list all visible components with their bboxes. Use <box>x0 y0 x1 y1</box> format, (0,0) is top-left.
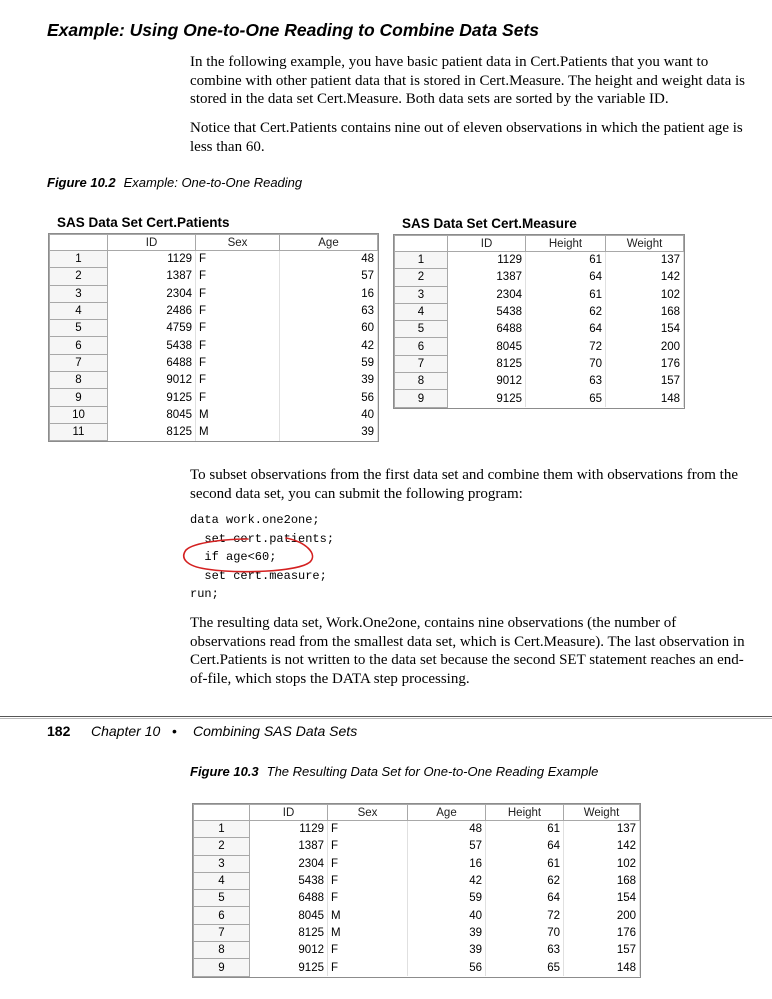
table-cell: 9012 <box>250 942 328 959</box>
table-row[interactable] <box>194 924 640 941</box>
table-cell: 148 <box>564 959 640 976</box>
row-number-cell: 4 <box>50 302 108 319</box>
table-cell: 40 <box>408 907 486 924</box>
table-cell: 60 <box>280 320 378 337</box>
table-row[interactable] <box>50 372 378 389</box>
row-number-cell: 6 <box>395 338 448 355</box>
table-row[interactable] <box>395 252 684 269</box>
table-cell: 61 <box>486 821 564 838</box>
row-number-cell: 5 <box>395 321 448 338</box>
table-cell: 9012 <box>108 372 196 389</box>
row-number-cell: 5 <box>50 320 108 337</box>
table-cell: 142 <box>606 269 684 286</box>
table-cell: F <box>328 872 408 889</box>
section-label: Combining SAS Data Sets <box>193 723 358 739</box>
table-cell: 61 <box>486 855 564 872</box>
table-cell: 6488 <box>250 890 328 907</box>
table-cell: 64 <box>486 890 564 907</box>
table-cell: 39 <box>280 423 378 440</box>
result-table <box>193 804 640 977</box>
table-cell: 6488 <box>108 354 196 371</box>
table-cell: F <box>196 337 280 354</box>
table-row[interactable] <box>395 286 684 303</box>
table-cell: 137 <box>606 252 684 269</box>
table-cell: 70 <box>486 924 564 941</box>
row-number-header <box>50 235 108 251</box>
row-number-cell: 1 <box>50 251 108 268</box>
figure-10-2-caption <box>47 175 302 190</box>
table-row[interactable] <box>194 890 640 907</box>
table-cell: 70 <box>526 355 606 372</box>
table-cell: F <box>196 285 280 302</box>
table-cell: 4759 <box>108 320 196 337</box>
table-cell: F <box>196 354 280 371</box>
intro-paragraph: In the following example, you have basic patient data in Cert.Patients that you want to combine with other patient data that is stored in Cert.Measure. The height and weight data is stored in the data set Cert.Measure. Both data sets are sorted by the variable ID. <box>190 54 745 107</box>
table-cell: F <box>328 855 408 872</box>
table-cell: F <box>196 389 280 406</box>
column-header[interactable]: Weight <box>606 236 684 252</box>
table-row[interactable] <box>50 320 378 337</box>
row-number-cell: 3 <box>395 286 448 303</box>
table-cell: 2304 <box>250 855 328 872</box>
table-cell: 59 <box>408 890 486 907</box>
table-cell: 72 <box>526 338 606 355</box>
table-row[interactable] <box>50 268 378 285</box>
column-header[interactable]: ID <box>250 805 328 821</box>
table-row[interactable] <box>395 355 684 372</box>
table-cell: 200 <box>606 338 684 355</box>
table-row[interactable] <box>50 302 378 319</box>
table-row[interactable] <box>50 406 378 423</box>
row-number-cell: 4 <box>194 872 250 889</box>
column-header[interactable]: Height <box>526 236 606 252</box>
table-cell: 16 <box>280 285 378 302</box>
table-cell: 157 <box>564 942 640 959</box>
table-cell: M <box>328 924 408 941</box>
column-header[interactable]: Height <box>486 805 564 821</box>
table-row[interactable] <box>194 959 640 976</box>
table-cell: 2304 <box>448 286 526 303</box>
table-cell: 137 <box>564 821 640 838</box>
table-cell: M <box>196 406 280 423</box>
row-number-cell: 2 <box>50 268 108 285</box>
row-number-header <box>395 236 448 252</box>
notice-paragraph: Notice that Cert.Patients contains nine out of eleven observations in which the patient age is less than 60. <box>190 120 743 155</box>
program-paragraph: To subset observations from the first data set and combine them with observations from the second data set, you can submit the following program: <box>190 467 738 502</box>
table-cell: 5438 <box>250 872 328 889</box>
table-cell: 9125 <box>108 389 196 406</box>
table-cell: 48 <box>408 821 486 838</box>
table-cell: F <box>196 268 280 285</box>
column-header[interactable]: ID <box>448 236 526 252</box>
table-cell: 56 <box>280 389 378 406</box>
table-cell: 176 <box>564 924 640 941</box>
table-cell: 8125 <box>448 355 526 372</box>
table-cell: 1129 <box>250 821 328 838</box>
table-cell: 102 <box>564 855 640 872</box>
row-number-cell: 8 <box>194 942 250 959</box>
table-row[interactable] <box>194 872 640 889</box>
table-cell: 57 <box>280 268 378 285</box>
patients-table-caption: SAS Data Set Cert.Patients <box>57 215 230 230</box>
table-row[interactable] <box>194 942 640 959</box>
table-cell: 64 <box>526 321 606 338</box>
table-cell: 9125 <box>250 959 328 976</box>
table-cell: 9125 <box>448 390 526 407</box>
table-cell: 48 <box>280 251 378 268</box>
table-row[interactable] <box>194 855 640 872</box>
row-number-cell: 6 <box>194 907 250 924</box>
table-row[interactable] <box>50 285 378 302</box>
table-cell: 65 <box>526 390 606 407</box>
table-cell: 2304 <box>108 285 196 302</box>
column-header[interactable]: Age <box>408 805 486 821</box>
table-cell: 5438 <box>448 303 526 320</box>
table-cell: 1129 <box>108 251 196 268</box>
figure-label: Figure 10.2 <box>47 175 116 190</box>
table-cell: 63 <box>280 302 378 319</box>
patients-table-container <box>48 233 379 442</box>
column-header[interactable]: Weight <box>564 805 640 821</box>
table-cell: 57 <box>408 838 486 855</box>
row-number-cell: 6 <box>50 337 108 354</box>
table-cell: 63 <box>526 373 606 390</box>
table-cell: 62 <box>526 303 606 320</box>
figure-10-3-caption <box>190 764 598 779</box>
measure-table <box>394 235 684 408</box>
table-cell: 1387 <box>108 268 196 285</box>
table-cell: 63 <box>486 942 564 959</box>
red-annotation-circle <box>178 532 323 576</box>
measure-table-caption: SAS Data Set Cert.Measure <box>402 216 577 231</box>
table-header-row <box>395 236 684 252</box>
table-cell: M <box>328 907 408 924</box>
table-cell: M <box>196 423 280 440</box>
table-cell: 56 <box>408 959 486 976</box>
column-header[interactable]: ID <box>108 235 196 251</box>
row-number-header <box>194 805 250 821</box>
table-cell: 168 <box>606 303 684 320</box>
page-number: 182 <box>47 723 71 739</box>
figure-title: The Resulting Data Set for One-to-One Reading Example <box>266 764 599 779</box>
table-cell: 64 <box>526 269 606 286</box>
table-row[interactable] <box>194 821 640 838</box>
table-cell: 168 <box>564 872 640 889</box>
row-number-cell: 2 <box>395 269 448 286</box>
row-number-cell: 3 <box>50 285 108 302</box>
table-row[interactable] <box>50 251 378 268</box>
chapter-label: Chapter 10 <box>91 723 161 739</box>
bullet-separator: • <box>172 723 177 739</box>
table-cell: 102 <box>606 286 684 303</box>
row-number-cell: 7 <box>395 355 448 372</box>
row-number-cell: 1 <box>194 821 250 838</box>
table-cell: 39 <box>408 924 486 941</box>
sas-program-code: data work.one2one; set cert.patients; if age<60; set cert.measure; run; <box>190 513 335 601</box>
column-header[interactable]: Sex <box>328 805 408 821</box>
table-cell: 142 <box>564 838 640 855</box>
table-cell: F <box>328 942 408 959</box>
column-header[interactable]: Age <box>280 235 378 251</box>
table-cell: 200 <box>564 907 640 924</box>
row-number-cell: 9 <box>50 389 108 406</box>
table-cell: 8045 <box>250 907 328 924</box>
table-cell: 42 <box>280 337 378 354</box>
table-row[interactable] <box>395 373 684 390</box>
table-cell: 61 <box>526 286 606 303</box>
table-cell: 62 <box>486 872 564 889</box>
table-cell: 61 <box>526 252 606 269</box>
table-cell: 8045 <box>448 338 526 355</box>
result-table-container <box>192 803 641 978</box>
table-cell: 39 <box>408 942 486 959</box>
result-paragraph: The resulting data set, Work.One2one, contains nine observations (the number of observations read from the smallest data set, which is Cert.Measure). The last observation in Cert.Patients is not written to the data set because the second SET statement reaches an end-of-file, which stops the DATA step processing. <box>190 615 745 687</box>
table-cell: 8125 <box>108 423 196 440</box>
row-number-cell: 5 <box>194 890 250 907</box>
table-cell: 6488 <box>448 321 526 338</box>
table-row[interactable] <box>50 423 378 440</box>
table-cell: 40 <box>280 406 378 423</box>
table-row[interactable] <box>50 389 378 406</box>
table-cell: F <box>328 838 408 855</box>
table-row[interactable] <box>194 838 640 855</box>
table-cell: 64 <box>486 838 564 855</box>
table-cell: 148 <box>606 390 684 407</box>
figure-label: Figure 10.3 <box>190 764 259 779</box>
table-cell: 1387 <box>448 269 526 286</box>
measure-table-container <box>393 234 685 409</box>
row-number-cell: 3 <box>194 855 250 872</box>
table-cell: 16 <box>408 855 486 872</box>
table-row[interactable] <box>50 354 378 371</box>
row-number-cell: 7 <box>50 354 108 371</box>
table-cell: F <box>196 320 280 337</box>
row-number-cell: 7 <box>194 924 250 941</box>
page-divider <box>0 716 772 717</box>
table-row[interactable] <box>395 269 684 286</box>
table-row[interactable] <box>395 338 684 355</box>
table-header-row <box>50 235 378 251</box>
table-cell: 8125 <box>250 924 328 941</box>
table-cell: 42 <box>408 872 486 889</box>
row-number-cell: 8 <box>50 372 108 389</box>
table-cell: 9012 <box>448 373 526 390</box>
table-cell: F <box>196 372 280 389</box>
table-cell: 72 <box>486 907 564 924</box>
table-cell: 39 <box>280 372 378 389</box>
table-cell: F <box>328 890 408 907</box>
row-number-cell: 1 <box>395 252 448 269</box>
table-row[interactable] <box>395 303 684 320</box>
table-row[interactable] <box>194 907 640 924</box>
table-header-row <box>194 805 640 821</box>
table-cell: F <box>328 959 408 976</box>
table-cell: 5438 <box>108 337 196 354</box>
row-number-cell: 8 <box>395 373 448 390</box>
table-cell: 2486 <box>108 302 196 319</box>
row-number-cell: 9 <box>395 390 448 407</box>
section-heading: Example: Using One-to-One Reading to Combine Data Sets <box>47 20 540 40</box>
table-cell: 59 <box>280 354 378 371</box>
page-divider-shadow <box>0 718 772 719</box>
table-cell: 65 <box>486 959 564 976</box>
row-number-cell: 4 <box>395 303 448 320</box>
row-number-cell: 10 <box>50 406 108 423</box>
table-cell: F <box>196 251 280 268</box>
table-row[interactable] <box>395 321 684 338</box>
table-cell: 157 <box>606 373 684 390</box>
table-cell: F <box>196 302 280 319</box>
table-row[interactable] <box>50 337 378 354</box>
row-number-cell: 11 <box>50 423 108 440</box>
table-cell: 1387 <box>250 838 328 855</box>
column-header[interactable]: Sex <box>196 235 280 251</box>
table-row[interactable] <box>395 390 684 407</box>
row-number-cell: 9 <box>194 959 250 976</box>
patients-table <box>49 234 378 441</box>
table-cell: 154 <box>564 890 640 907</box>
table-cell: 8045 <box>108 406 196 423</box>
table-cell: 176 <box>606 355 684 372</box>
figure-title: Example: One-to-One Reading <box>123 175 303 190</box>
row-number-cell: 2 <box>194 838 250 855</box>
table-cell: 1129 <box>448 252 526 269</box>
table-cell: F <box>328 821 408 838</box>
table-cell: 154 <box>606 321 684 338</box>
